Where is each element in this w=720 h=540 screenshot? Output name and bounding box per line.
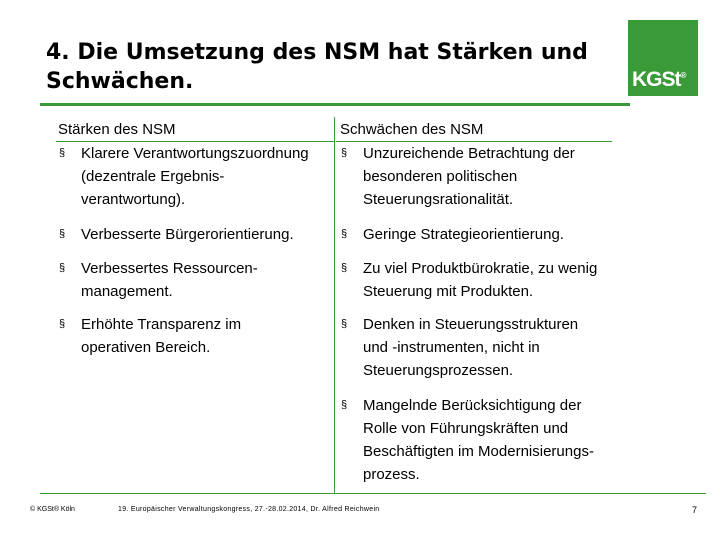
weakness-item-line: Geringe Strategieorientierung. — [363, 226, 564, 243]
title-line-1: 4. Die Umsetzung des NSM hat Stärken und — [46, 40, 588, 65]
weakness-item-line: und -instrumenten, nicht in — [363, 339, 540, 356]
kgst-logo — [628, 20, 698, 96]
strength-item-line: Klarere Verantwortungszuordnung — [81, 145, 309, 162]
strength-item-line: management. — [81, 283, 173, 300]
bullet-marker-icon: § — [59, 262, 66, 274]
strength-item-text — [81, 142, 331, 211]
weakness-item-line: Steuerungsprozessen. — [363, 362, 514, 379]
weakness-item-line: Steuerung mit Produkten. — [363, 283, 534, 300]
page-number: 7 — [692, 505, 698, 515]
strength-item-line: Verbesserte Bürgerorientierung. — [81, 226, 294, 243]
footer-event: 19. Europäischer Verwaltungskongress, 27.-28.02.2014, Dr. Alfred Reichwein — [118, 506, 380, 513]
weakness-item-line: prozess. — [363, 466, 420, 483]
weakness-item-line: Denken in Steuerungsstrukturen — [363, 316, 579, 333]
logo-text: KGSt® — [632, 68, 686, 91]
column-divider — [334, 117, 335, 493]
footer-copyright: © KGSt® Köln — [30, 506, 75, 513]
weakness-item-line: Rolle von Führungskräften und — [363, 420, 569, 437]
bullet-marker-icon: § — [341, 262, 348, 274]
strength-item-line: (dezentrale Ergebnis- — [81, 168, 225, 185]
weaknesses-header: Schwächen des NSM — [340, 121, 484, 138]
weakness-item-line: Unzureichende Betrachtung der — [363, 145, 575, 162]
weakness-item-text — [363, 142, 613, 211]
weakness-item-text — [363, 313, 613, 382]
bullet-marker-icon: § — [59, 228, 66, 240]
weakness-item-text — [363, 257, 613, 303]
strength-item-text — [81, 313, 331, 359]
strength-item-line: verantwortung). — [81, 191, 186, 208]
strength-item-line: operativen Bereich. — [81, 339, 211, 356]
weakness-item-line: besonderen politischen — [363, 168, 518, 185]
bullet-marker-icon: § — [341, 228, 348, 240]
title-divider — [40, 103, 630, 106]
strength-item-line: Verbessertes Ressourcen- — [81, 260, 258, 277]
weakness-item-line: Steuerungsrationalität. — [363, 191, 514, 208]
bullet-marker-icon: § — [59, 318, 66, 330]
weakness-item-text — [363, 223, 613, 246]
bullet-marker-icon: § — [341, 318, 348, 330]
bullet-marker-icon: § — [341, 399, 348, 411]
bullet-marker-icon: § — [59, 147, 66, 159]
weakness-item-line: Zu viel Produktbürokratie, zu wenig — [363, 260, 598, 277]
footer-divider — [40, 493, 706, 494]
weakness-item-line: Mangelnde Berücksichtigung der — [363, 397, 582, 414]
strengths-header: Stärken des NSM — [58, 121, 176, 138]
strength-item-text — [81, 223, 331, 246]
strength-item-line: Erhöhte Transparenz im — [81, 316, 242, 333]
title-line-2: Schwächen. — [46, 69, 194, 94]
strength-item-text — [81, 257, 331, 303]
bullet-marker-icon: § — [341, 147, 348, 159]
weakness-item-text — [363, 394, 613, 486]
slide-title — [46, 38, 626, 96]
weakness-item-line: Beschäftigten im Modernisierungs- — [363, 443, 594, 460]
